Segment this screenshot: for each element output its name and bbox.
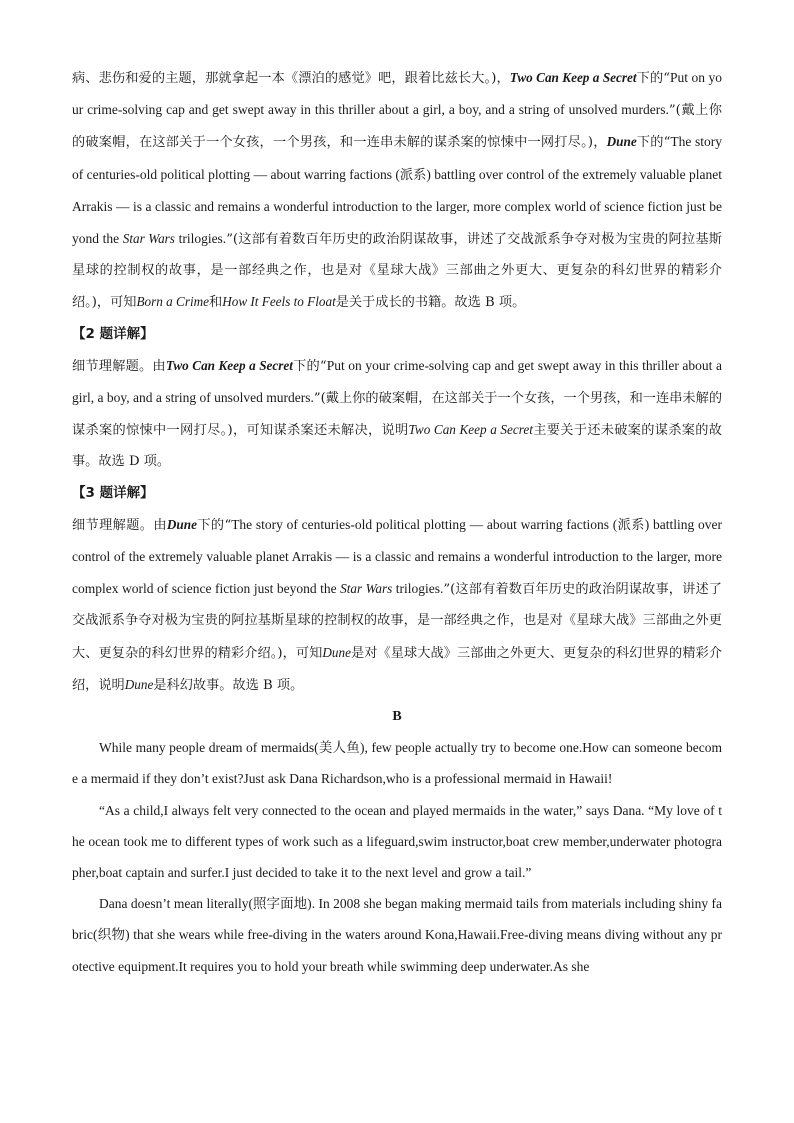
text-run: . In 2008 she began making mermaid tails from materials including shiny fabric bbox=[72, 896, 723, 943]
text-run: 是科幻故事。故选 B 项。 bbox=[153, 677, 304, 693]
book-title: Two Can Keep a Secret bbox=[165, 357, 293, 373]
text-run: 下的“ bbox=[636, 71, 670, 86]
book-title: Dune bbox=[166, 516, 197, 532]
text-run: , few people actually try to become one.How can someone become a mermaid if they don’t exist?Just ask Dana Richardson,who is a professional mermaid in Hawaii! bbox=[72, 740, 722, 787]
english-quote: The story of centuries-old political plotting — about warring factions ( bbox=[72, 134, 722, 182]
text-run: 病、悲伤和爱的主题，那就拿起一本《漂泊的感觉》吧，跟着比兹长大。)， bbox=[72, 71, 510, 86]
passage-b-paragraph-2: “As a child,I always felt very connected to the ocean and played mermaids in the water,” says Dana. “My love of the ocean took me to different types of work such as a lifeguard,swim instructor,boat crew member,underwater photographer,boat captain and surfer.I just decided to take it to the next level and grow a tail.” bbox=[72, 802, 722, 881]
book-title: Dune bbox=[124, 676, 154, 692]
question-3-heading: 【3 题详解】 bbox=[72, 484, 154, 501]
english-quote: trilogies. bbox=[174, 231, 227, 247]
answer-1-explanation-continued bbox=[72, 62, 722, 319]
text-run: 主要关于还未破案的谋杀案的故事。故选 D 项。 bbox=[72, 423, 722, 470]
passage-b-paragraph-3 bbox=[72, 888, 722, 982]
book-title: Star Wars bbox=[122, 231, 175, 247]
english-quote: ) battling over control of the extremely valuable planet Arrakis — is a classic and remains a wonderful introduction to the larger, more complex world of science fiction just beyond the bbox=[72, 516, 723, 597]
passage-b-paragraph-1 bbox=[72, 732, 722, 794]
question-2-heading: 【2 题详解】 bbox=[72, 325, 154, 342]
book-title: Dune bbox=[322, 644, 351, 660]
text-run: 派系 bbox=[399, 167, 427, 183]
text-run: 细节理解题。由 bbox=[72, 358, 166, 374]
text-run: ”(戴上你的破案帽，在这部关于一个女孩，一个男孩，和一连串未解的谋杀案的惊悚中一网打尽。)， bbox=[72, 103, 722, 151]
book-title: Two Can Keep a Secret bbox=[509, 70, 637, 85]
text-run: that she wears while free-diving in the waters around Kona,Hawaii.Free-diving means diving without any protective equipment.It requires you to hold your breath while swimming deep underwater.As she bbox=[72, 927, 722, 974]
book-title: How It Feels to Float bbox=[222, 294, 336, 310]
gloss: (照字面地) bbox=[248, 896, 312, 912]
english-quote: ) battling over control of the extremely valuable planet Arrakis — is a classic and remains a wonderful introduction to the larger, more complex world of science fiction just beyond the bbox=[72, 166, 722, 247]
section-b-heading: B bbox=[392, 709, 402, 725]
text-run: While many people dream of mermaids bbox=[99, 740, 315, 756]
text-run: 下的“ bbox=[292, 358, 327, 374]
question-3-explanation bbox=[72, 509, 722, 701]
text-run: ”(这部有着数百年历史的政治阴谋故事，讲述了交战派系争夺对极为宝贵的阿拉基斯星球的控制权的故事，是一部经典之作，也是对《星球大战》三部曲之外更大、更复杂的科幻世界的精彩介绍。)，可知 bbox=[72, 582, 722, 661]
question-2-explanation bbox=[72, 350, 722, 478]
text-run: 细节理解题。由 bbox=[72, 517, 167, 533]
book-title: Born a Crime bbox=[136, 294, 210, 310]
book-title: Two Can Keep a Secret bbox=[408, 422, 533, 438]
english-quote: trilogies. bbox=[392, 581, 444, 597]
text-run: ”(这部有着数百年历史的政治阴谋故事，讲述了交战派系争夺对极为宝贵的阿拉基斯星球的控制权的故事，是一部经典之作，也是对《星球大战》三部曲之外更大、更复杂的科幻世界的精彩介绍。)，可知 bbox=[72, 232, 722, 311]
english-quote: The story of centuries-old political plotting — about warring factions ( bbox=[231, 516, 618, 532]
text-run: 是对《星球大战》三部曲之外更大、更复杂的科幻世界的精彩介绍，说明 bbox=[72, 645, 723, 693]
book-title: Dune bbox=[606, 134, 637, 150]
gloss: (织物) bbox=[93, 927, 130, 943]
text-run: 和 bbox=[209, 295, 223, 311]
text-run: Dana doesn’t mean literally bbox=[99, 896, 249, 912]
text-run: 下的“ bbox=[196, 517, 232, 533]
english-quote: Put on your crime-solving cap and get swept away in this thriller about a girl, a boy, and a string of unsolved murders. bbox=[72, 357, 722, 406]
text-run: 是关于成长的书籍。故选 B 项。 bbox=[335, 295, 526, 311]
english-quote: Put on your crime-solving cap and get swept away in this thriller about a girl, a boy, and a string of unsolved murders. bbox=[72, 70, 722, 118]
gloss: (美人鱼) bbox=[314, 740, 365, 756]
text-run: 下的“ bbox=[636, 135, 671, 151]
book-title: Star Wars bbox=[340, 581, 393, 597]
text-run: 派系 bbox=[617, 517, 645, 533]
text-run: ”(戴上你的破案帽，在这部关于一个女孩，一个男孩，和一连串未解的谋杀案的惊悚中一网打尽。)，可知谋杀案还未解决，说明 bbox=[72, 391, 723, 439]
document-page bbox=[72, 62, 722, 982]
